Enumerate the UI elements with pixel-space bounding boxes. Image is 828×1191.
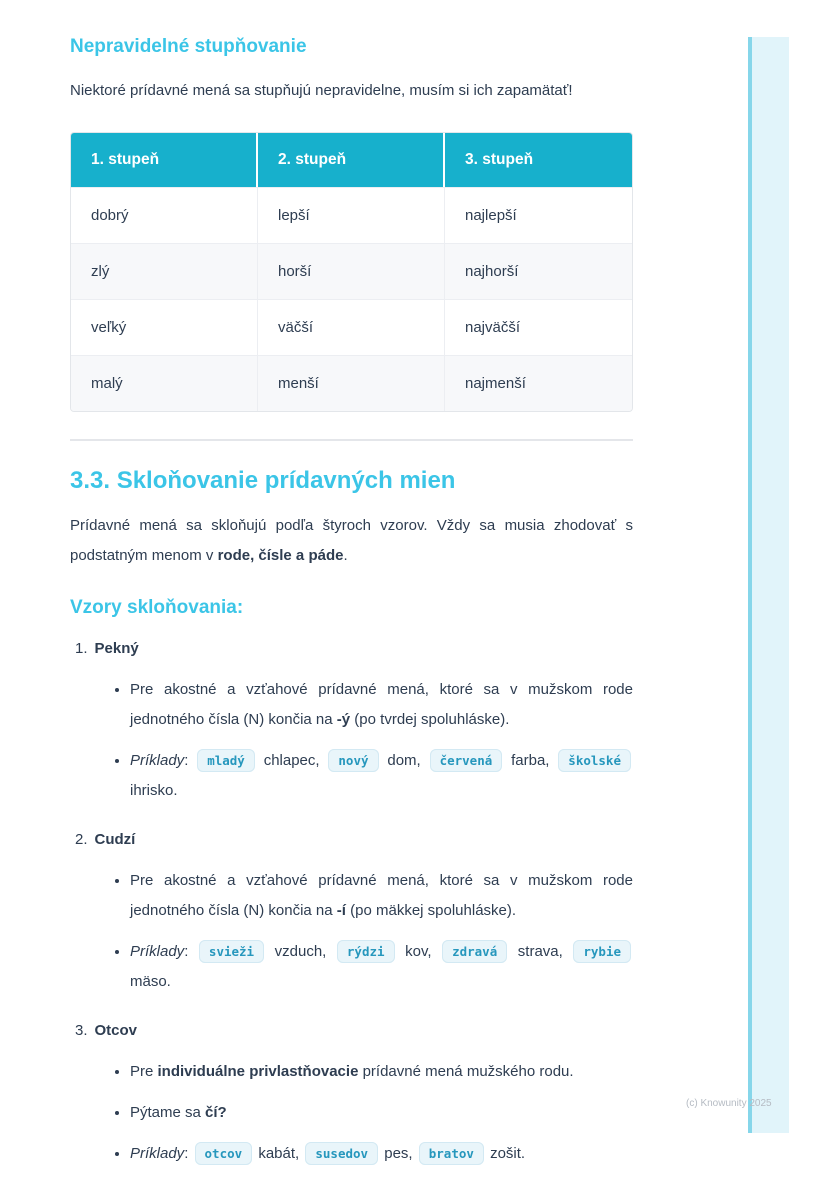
text-segment: vzduch, xyxy=(266,943,335,960)
table-cell: lepší xyxy=(258,187,445,243)
text-segment: zošit. xyxy=(485,1145,526,1162)
bullet-item xyxy=(130,937,633,997)
text-segment: : xyxy=(184,1145,193,1162)
text-segment: . xyxy=(343,547,348,564)
pattern-item xyxy=(70,1019,633,1169)
bullet-item xyxy=(130,1098,633,1128)
example-badge: školské xyxy=(558,749,631,772)
text-segment: Pre akostné a vzťahové prídavné mená, ktoré sa v mužskom rode jednotného čísla (N) končia na xyxy=(130,681,633,728)
text-segment: strava, xyxy=(509,943,572,960)
copyright-note: (c) Knowunity 2025 xyxy=(686,1098,772,1109)
text-segment: mäso. xyxy=(130,973,171,990)
table-header-cell: 1. stupeň xyxy=(71,133,258,187)
pattern-item-number: 3. xyxy=(75,1022,88,1039)
italic-text: Príklady xyxy=(130,752,185,769)
text-segment: dom, xyxy=(380,752,428,769)
sklonovanie-paragraph xyxy=(70,511,633,571)
bold-text: individuálne privlastňovacie xyxy=(157,1063,359,1080)
pattern-bullet-list xyxy=(70,866,633,997)
table-row xyxy=(71,187,632,243)
table-cell: malý xyxy=(71,355,258,411)
text-segment: farba, xyxy=(504,752,557,769)
bullet-item xyxy=(130,1139,633,1169)
text-segment: Niektoré prídavné mená sa stupňujú nepravidelne, musím si ich zapamätať! xyxy=(70,82,573,99)
bullet-item xyxy=(130,746,633,806)
text-segment: (po mäkkej spoluhláske). xyxy=(345,902,517,919)
table-row xyxy=(71,299,632,355)
pattern-bullet-list xyxy=(70,675,633,806)
table-cell: väčší xyxy=(258,299,445,355)
bullet-item xyxy=(130,866,633,926)
table-cell: zlý xyxy=(71,243,258,299)
table-cell: menší xyxy=(258,355,445,411)
page-highlight-bar xyxy=(748,37,789,1133)
italic-text: Príklady xyxy=(130,1145,185,1162)
bold-text: rode, čísle a páde xyxy=(217,547,344,564)
text-segment: kov, xyxy=(396,943,441,960)
example-badge: rybie xyxy=(573,940,631,963)
text-segment: : xyxy=(184,943,197,960)
pattern-item-title: Pekný xyxy=(94,640,139,657)
table-cell: najväčší xyxy=(445,299,632,355)
text-segment: pes, xyxy=(380,1145,417,1162)
text-segment: chlapec, xyxy=(256,752,327,769)
pattern-item-head xyxy=(70,828,633,852)
pattern-list xyxy=(70,637,633,1169)
text-segment: Prídavné mená sa skloňujú podľa štyroch vzorov. Vždy sa musia zhodovať s podstatným menom v xyxy=(70,517,633,564)
pattern-item-number: 1. xyxy=(75,640,88,657)
table-header-cell: 2. stupeň xyxy=(258,133,445,187)
text-segment: Pre xyxy=(130,1063,158,1080)
example-badge: svieži xyxy=(199,940,264,963)
example-badge: susedov xyxy=(305,1142,378,1165)
bold-text: -í xyxy=(336,902,346,919)
heading-nepravidelne-stupnovanie: Nepravidelné stupňovanie xyxy=(70,36,307,57)
text-segment: : xyxy=(184,752,196,769)
table-header-cell: 3. stupeň xyxy=(445,133,632,187)
document-content xyxy=(70,36,633,1191)
example-badge: rýdzi xyxy=(337,940,395,963)
pattern-item-head xyxy=(70,637,633,661)
stupnovanie-paragraph xyxy=(70,76,633,106)
example-badge: otcov xyxy=(195,1142,253,1165)
example-badge: bratov xyxy=(419,1142,484,1165)
table-row xyxy=(71,355,632,411)
text-segment: ihrisko. xyxy=(130,782,178,799)
table-cell: dobrý xyxy=(71,187,258,243)
pattern-item-number: 2. xyxy=(75,831,88,848)
example-badge: mladý xyxy=(197,749,255,772)
pattern-item xyxy=(70,828,633,997)
table-row xyxy=(71,243,632,299)
text-segment: (po tvrdej spoluhláske). xyxy=(350,711,510,728)
italic-text: Príklady xyxy=(130,943,185,960)
subheading-vzory-sklonovania: Vzory skloňovania: xyxy=(70,597,244,618)
pattern-item-title: Cudzí xyxy=(94,831,136,848)
table-cell: najhorší xyxy=(445,243,632,299)
text-segment: Pre akostné a vzťahové prídavné mená, ktoré sa v mužskom rode jednotného čísla (N) končia na xyxy=(130,872,633,919)
bold-text: -ý xyxy=(336,711,351,728)
bullet-item xyxy=(130,675,633,735)
table-cell: najmenší xyxy=(445,355,632,411)
pattern-item-head xyxy=(70,1019,633,1043)
bold-text: čí? xyxy=(205,1104,227,1121)
table-cell: veľký xyxy=(71,299,258,355)
table-header-row xyxy=(71,133,632,187)
example-badge: červená xyxy=(430,749,503,772)
pattern-bullet-list xyxy=(70,1057,633,1169)
heading-sklonovanie-pridavnych-mien: 3.3. Skloňovanie prídavných mien xyxy=(70,467,456,494)
bullet-item xyxy=(130,1057,633,1087)
text-segment: kabát, xyxy=(254,1145,304,1162)
example-badge: nový xyxy=(328,749,378,772)
text-segment: prídavné mená mužského rodu. xyxy=(358,1063,574,1080)
text-segment: Pýtame sa xyxy=(130,1104,206,1121)
table-cell: najlepší xyxy=(445,187,632,243)
comparison-degrees-table xyxy=(70,132,633,412)
section-divider xyxy=(70,439,633,441)
table-cell: horší xyxy=(258,243,445,299)
pattern-item xyxy=(70,637,633,806)
example-badge: zdravá xyxy=(442,940,507,963)
pattern-item-title: Otcov xyxy=(94,1022,138,1039)
